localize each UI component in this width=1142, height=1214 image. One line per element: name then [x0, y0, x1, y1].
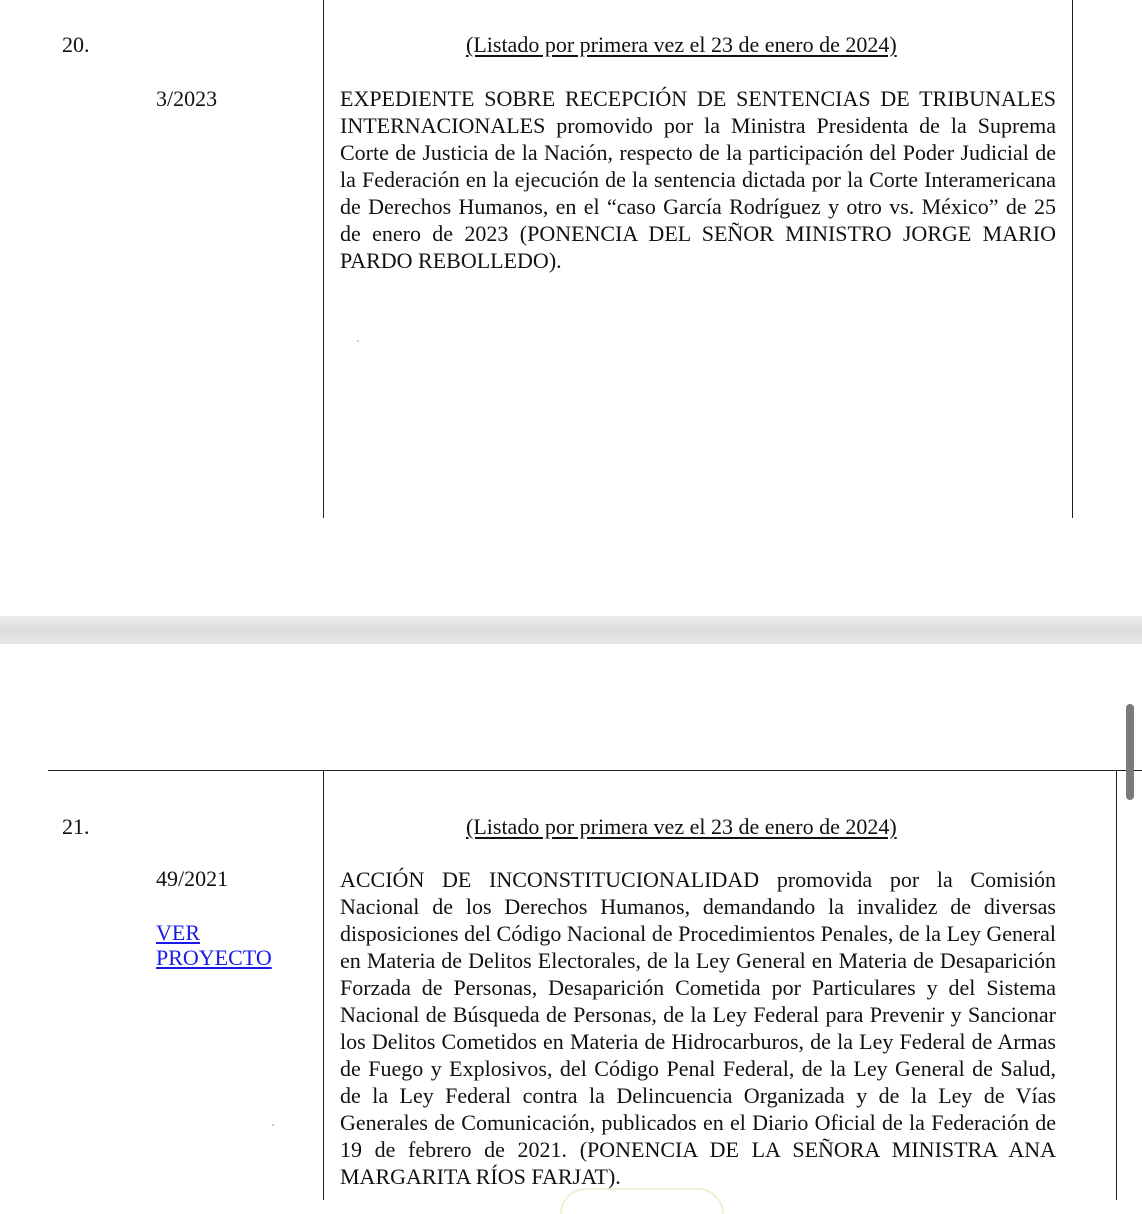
case-number: 3/2023 [156, 86, 218, 111]
case-number: 49/2021 [156, 866, 229, 891]
listing-date: (Listado por primera vez el 23 de enero de 2024) [466, 814, 897, 839]
entry-number: 21. [62, 814, 90, 839]
entry-number: 20. [62, 32, 90, 57]
ver-proyecto-link[interactable] [156, 920, 272, 970]
case-description: EXPEDIENTE SOBRE RECEPCIÓN DE SENTENCIAS DE TRIBUNALES INTERNACIONALES promovido por la Ministra Presidenta de la Suprema Corte de Justicia de la Nación, respecto de la participación del Poder Judicial de la Federación en la ejecución de la sentencia dictada por la Corte Interamericana de Derechos Humanos, en el “caso García Rodríguez y otro vs. México” de 25 de enero de 2023 (PONENCIA DEL SEÑOR MINISTRO JORGE MARIO PARDO REBOLLEDO). [340, 86, 1056, 273]
watermark-seal [560, 1188, 724, 1214]
case-description: ACCIÓN DE INCONSTITUCIONALIDAD promovida por la Comisión Nacional de los Derechos Humanos, demandando la invalidez de diversas disposiciones del Código Nacional de Procedimientos Penales, de la Ley General en Materia de Delitos Electorales, de la Ley General en Materia de Desaparición Forzada de Personas, Desaparición Cometida por Particulares y del Sistema Nacional de Búsqueda de Personas, de la Ley Federal para Prevenir y Sancionar los Delitos Cometidos en Materia de Hidrocarburos, de la Ley Federal de Armas de Fuego y Explosivos, del Código Penal Federal, de la Ley General de Salud, de la Ley Federal contra la Delincuencia Organizada y de la Ley de Vías Generales de Comunicación, publicados en el Diario Oficial de la Federación de 19 de febrero de 2021. (PONENCIA DE LA SEÑORA MINISTRA ANA MARGARITA RÍOS FARJAT). [340, 867, 1056, 1189]
page-separator [0, 616, 1142, 644]
scan-speck [272, 1124, 274, 1126]
table-right-border [1116, 770, 1117, 1200]
table-top-border [48, 770, 1142, 771]
scrollbar-thumb[interactable] [1126, 704, 1134, 800]
document-page-bottom [0, 644, 1142, 1200]
link-line-2: PROYECTO [156, 945, 272, 970]
scan-speck [357, 340, 359, 342]
column-divider [323, 770, 324, 1200]
table-right-border [1072, 0, 1073, 518]
link-line-1: VER [156, 920, 200, 945]
listing-date: (Listado por primera vez el 23 de enero de 2024) [466, 32, 897, 57]
column-divider [323, 0, 324, 518]
